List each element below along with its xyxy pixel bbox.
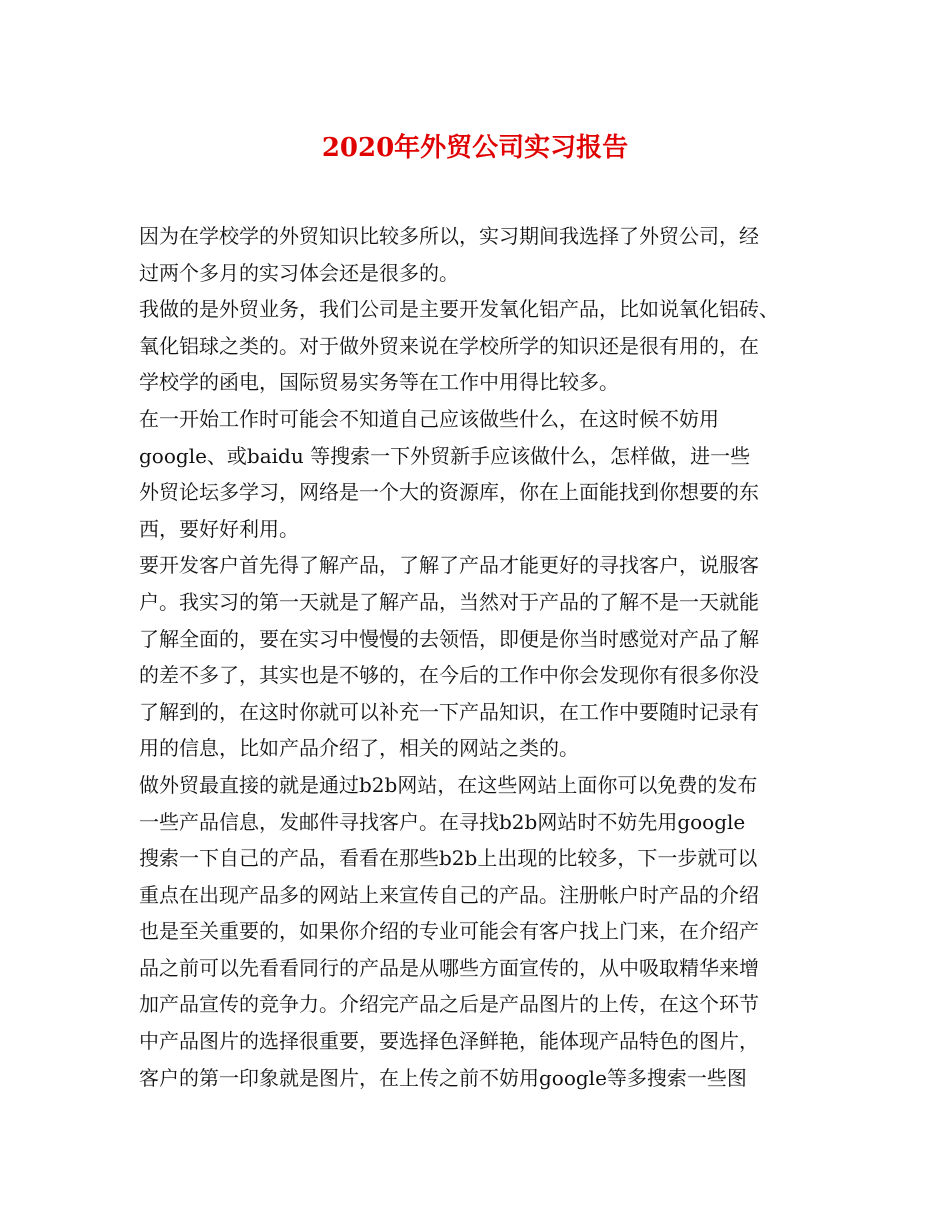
text-line: 户。我实习的第一天就是了解产品，当然对于产品的了解不是一天就能 [139,589,759,614]
text-line: 搜索一下自己的产品，看看在那些b2b上出现的比较多，下一步就可以 [139,846,758,871]
text-line: 用的信息，比如产品介绍了，相关的网站之类的。 [139,736,579,761]
text-line: 做外贸最直接的就是通过b2b网站，在这些网站上面你可以免费的发布 [139,772,758,797]
text-line: 也是至关重要的，如果你介绍的专业可能会有客户找上门来，在介绍产 [139,919,759,944]
text-line: 西，要好好利用。 [139,516,299,541]
text-line: 学校学的函电，国际贸易实务等在工作中用得比较多。 [139,370,619,395]
text-line: 了解到的，在这时你就可以补充一下产品知识，在工作中要随时记录有 [139,699,759,724]
text-line: 的差不多了，其实也是不够的，在今后的工作中你会发现你有很多你没 [139,663,759,688]
text-line: 因为在学校学的外贸知识比较多所以，实习期间我选择了外贸公司，经 [139,224,759,248]
text-line: 外贸论坛多学习，网络是一个大的资源库，你在上面能找到你想要的东 [139,480,759,505]
text-line: google、或baidu 等搜索一下外贸新手应该做什么，怎样做，进一些 [139,443,751,468]
text-line: 氧化铝球之类的。对于做外贸来说在学校所学的知识还是很有用的，在 [139,333,759,358]
text-line: 中产品图片的选择很重要，要选择色泽鲜艳，能体现产品特色的图片， [139,1029,759,1054]
text-line: 加产品宣传的竞争力。介绍完产品之后是产品图片的上传，在这个环节 [139,992,759,1017]
text-line: 了解全面的，要在实习中慢慢的去领悟，即便是你当时感觉对产品了解 [139,626,759,651]
document-body [139,218,815,1096]
text-line: 一些产品信息，发邮件寻找客户。在寻找b2b网站时不妨先用google [139,809,746,834]
text-line: 品之前可以先看看同行的产品是从哪些方面宣传的，从中吸取精华来增 [139,955,759,980]
text-line: 要开发客户首先得了解产品，了解了产品才能更好的寻找客户，说服客 [139,553,759,578]
text-line: 我做的是外贸业务，我们公司是主要开发氧化铝产品，比如说氧化铝砖、 [139,297,779,322]
text-line: 重点在出现产品多的网站上来宣传自己的产品。注册帐户时产品的介绍 [139,882,759,907]
text-line: 过两个多月的实习体会还是很多的。 [139,260,459,285]
text-line: 客户的第一印象就是图片，在上传之前不妨用google等多搜索一些图 [139,1065,747,1090]
text-line: 在一开始工作时可能会不知道自己应该做些什么，在这时候不妨用 [139,406,719,431]
document-title: 2020年外贸公司实习报告 [321,133,629,163]
